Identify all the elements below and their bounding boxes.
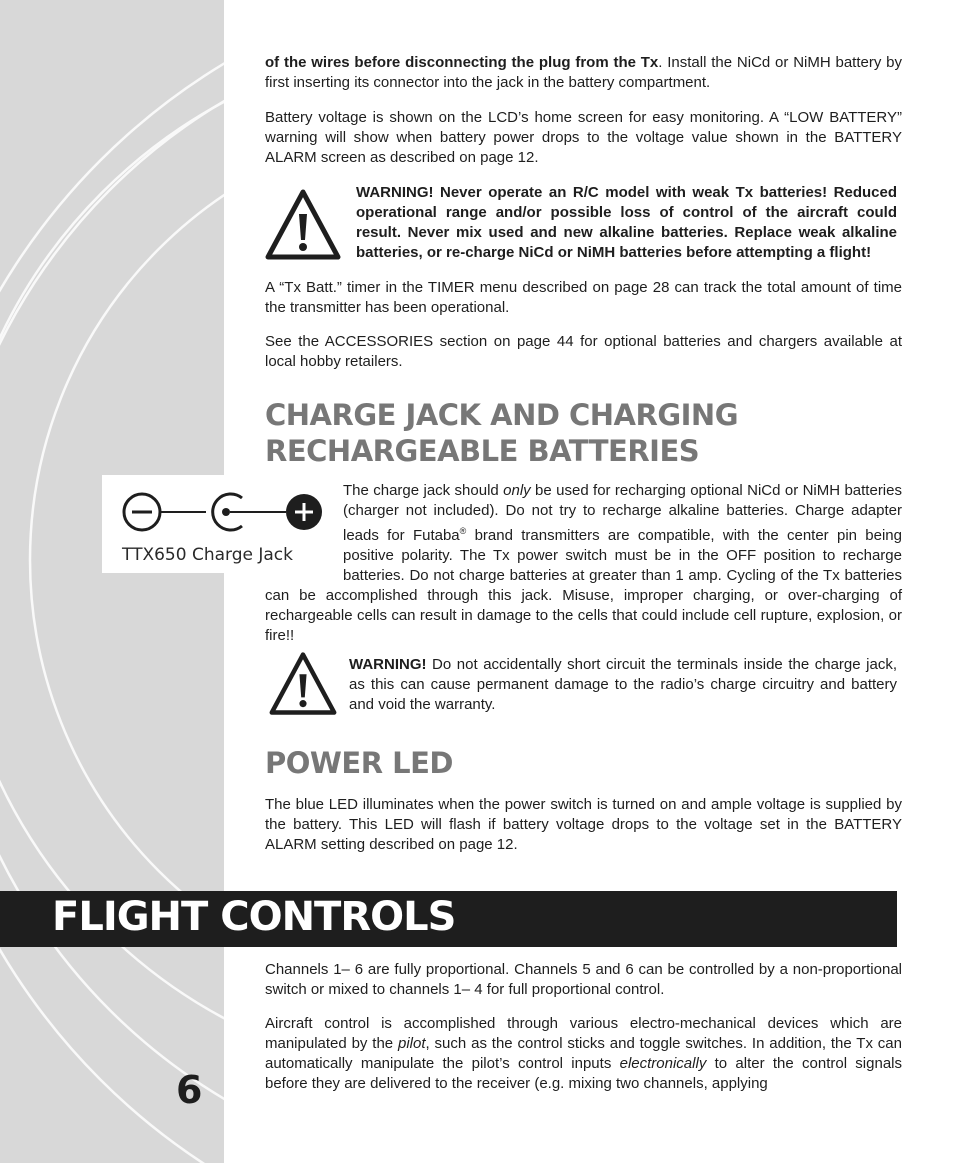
warning-2-text [349,655,897,715]
fc-p2-b: , such as the control sticks and toggle switches. In addition, the Tx can automatically manipulate the pilot’s control inputs [265,1035,902,1072]
battery-p2: Battery voltage is shown on the LCD’s home screen for easy monitoring. A “LOW BATTERY” warning will show when battery power drops to the voltage value shown in the BATTERY ALARM screen as described on page 12. [265,109,902,166]
charge-heading-line2: RECHARGEABLE BATTERIES [265,434,700,468]
charge-heading-line1: CHARGE JACK AND CHARGING [265,398,738,432]
battery-paragraph-4 [265,332,902,372]
flight-controls-paragraph-2 [265,1014,902,1094]
flight-controls-paragraph-1 [265,960,902,1000]
battery-p3: A “Tx Batt.” timer in the TIMER menu described on page 28 can track the total amount of time the transmitter has been operational. [265,279,902,316]
power-led-paragraph [265,795,902,855]
warning-2-rest: Do not accidentally short circuit the terminals inside the charge jack, as this can cause permanent damage to the radio’s charge circuitry and battery and void the warranty. [349,656,897,713]
warning-block-2 [265,655,902,721]
battery-paragraph-2 [265,108,902,168]
warning-1-text: WARNING! Never operate an R/C model with weak Tx batteries! Reduced operational range and/or possible loss of control of the aircraft could result. Never mix used and new alkaline batteries. Replace weak alkaline batteries, or re-charge NiCd or NiMH batteries before attempting a flight! [356,184,897,261]
flight-controls-banner [0,891,897,947]
fc-p2-c: to alter the control signals before they are delivered to the receiver (e.g. mixing two channels, applying [265,1055,903,1092]
charge-jack-label: TTX650 Charge Jack [122,545,293,565]
battery-paragraph-1 [265,53,902,93]
fc-p2-electronically: electronically [619,1055,707,1072]
fc-p2-a: Aircraft control is accomplished through various electro-mechanical devices which are manipulated by the [265,1015,902,1052]
warning-block-1 [265,183,902,263]
decorative-arcs [0,0,224,1163]
sidebar-decoration [0,0,224,1163]
warning-triangle-icon [265,188,341,262]
fc-p2-pilot: pilot [398,1035,426,1052]
charge-heading [265,397,902,469]
battery-p1-bold: of the wires before disconnecting the plug from the Tx [265,54,659,71]
charge-p1-reg: ® [459,526,467,536]
battery-p1-rest: . Install the NiCd or NiMH battery by first inserting its connector into the jack in the battery compartment. [265,54,902,91]
power-led-p1: The blue LED illuminates when the power switch is turned on and ample voltage is supplied by the battery. This LED will flash if battery voltage drops to the voltage set in the BATTERY ALARM setting described on page 12. [265,796,902,853]
flight-controls-p1: Channels 1– 6 are fully proportional. Channels 5 and 6 can be controlled by a non-proportional switch or mixed to channels 1– 4 for full proportional control. [265,961,902,998]
warning-triangle-icon [265,651,341,717]
warning-2-bold: WARNING! [349,656,427,673]
charge-paragraph-1 [265,481,902,646]
charge-p1-a: The charge jack should [343,482,504,499]
battery-paragraph-3 [265,278,902,318]
charge-p1-only: only [503,482,531,499]
battery-p4: See the ACCESSORIES section on page 44 for optional batteries and chargers available at local hobby retailers. [265,333,902,370]
page-number: 6 [176,1068,203,1112]
power-led-heading: POWER LED [265,746,453,780]
charge-p1-b: be used for recharging optional NiCd or NiMH batteries (charger not included). Do not try to recharge alkaline batteries. Charge adapter leads for Futaba [343,482,902,544]
charge-p1-c: brand transmitters are compatible, with the center pin being positive polarity. The Tx power switch must be in the OFF position to recharge batteries. Do not charge batteries at greater than 1 amp. Cycling of the Tx batteries can be accomplished through this jack. Misuse, improper charging, or over-charging of rechargeable cells can result in damage to the cells that could include cell rupture, explosion, or fire!! [265,527,902,644]
flight-controls-title: FLIGHT CONTROLS [52,894,456,940]
